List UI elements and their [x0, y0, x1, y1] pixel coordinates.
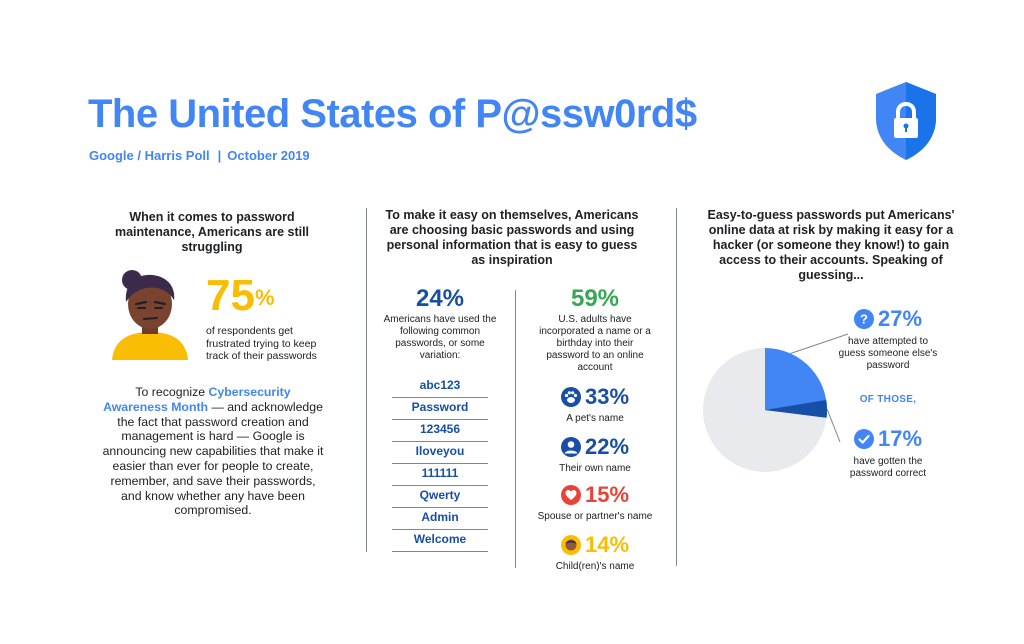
- guessed-correct-label: have gotten the password correct: [849, 456, 927, 479]
- struggling-heading: When it comes to password maintenance, Americans are still struggling: [114, 210, 310, 254]
- date-label: October 2019: [227, 148, 310, 163]
- subtitle-separator: |: [217, 148, 222, 163]
- common-password-list: [392, 376, 488, 552]
- password-item: Qwerty: [392, 486, 488, 508]
- password-item: Password: [392, 398, 488, 420]
- svg-text:?: ?: [859, 311, 868, 327]
- column-divider-inner: [515, 290, 516, 568]
- attempted-guess-value: 27%: [877, 306, 923, 331]
- stat-59-description: U.S. adults have incorporated a name or a birthday into their password to an online account: [539, 314, 651, 373]
- child-icon: [561, 535, 581, 555]
- basic-passwords-heading: To make it easy on themselves, Americans are choosing basic passwords and using personal information that is easy to guess as inspiration: [385, 208, 639, 267]
- guessing-heading: Easy-to-guess passwords put Americans' online data at risk by making it easy for a hacker (or someone they know!) to gain access to their accounts. Speaking of guessing...: [707, 208, 955, 282]
- stat-75-percent: [206, 271, 275, 320]
- paragraph-rest: — and acknowledge the fact that password creation and management is hard — Google is announcing new capabilities that make it easier than ever for people to create, remember, and save their passwords, and know whether any have been compromised.: [102, 399, 324, 518]
- password-item: 123456: [392, 420, 488, 442]
- stat-75-value: 75: [206, 271, 255, 320]
- stat-guessed-correct: [838, 426, 938, 480]
- password-item: Admin: [392, 508, 488, 530]
- column-divider-2: [676, 208, 677, 566]
- stat-own-name: [535, 434, 655, 475]
- of-those-label: OF THOSE,: [859, 394, 917, 405]
- page-title: The United States of P@ssw0rd$: [88, 92, 697, 136]
- paw-icon: [561, 387, 581, 407]
- child-name-value: 14%: [584, 532, 630, 557]
- cybersecurity-month-highlight: Cybersecurity Awareness Month: [103, 385, 291, 414]
- spouse-name-label: Spouse or partner's name: [537, 511, 653, 522]
- heart-icon: [561, 485, 581, 505]
- source-label: Google / Harris Poll: [89, 148, 210, 163]
- question-icon: [854, 309, 874, 329]
- password-item: 111111: [392, 464, 488, 486]
- stat-pet-name: [535, 384, 655, 425]
- stat-attempted-guess: [838, 306, 938, 372]
- spouse-name-value: 15%: [584, 482, 630, 507]
- pet-name-value: 33%: [584, 384, 630, 409]
- frustrated-woman-illustration: [108, 268, 192, 360]
- own-name-value: 22%: [584, 434, 630, 459]
- stat-24-description: Americans have used the following common passwords, or some variation:: [383, 314, 497, 361]
- pet-name-label: A pet's name: [566, 413, 624, 424]
- shield-lock-icon: [872, 80, 940, 162]
- guessed-correct-value: 17%: [877, 426, 923, 451]
- stat-spouse-name: [535, 482, 655, 523]
- stat-75-unit: %: [254, 285, 275, 310]
- password-item: abc123: [392, 376, 488, 398]
- cybersecurity-paragraph: [102, 385, 324, 518]
- paragraph-intro: To recognize: [135, 385, 209, 399]
- page-subtitle: [89, 148, 310, 163]
- attempted-guess-label: have attempted to guess someone else's password: [838, 336, 938, 371]
- password-item: Iloveyou: [392, 442, 488, 464]
- child-name-label: Child(ren)'s name: [555, 561, 635, 572]
- own-name-label: Their own name: [559, 463, 631, 474]
- check-icon: [854, 429, 874, 449]
- column-divider-1: [366, 208, 367, 552]
- stat-75-description: of respondents get frustrated trying to keep track of their passwords: [206, 325, 317, 362]
- password-item: Welcome: [392, 530, 488, 552]
- stat-24-percent: 24%: [415, 285, 465, 312]
- stat-59-percent: 59%: [570, 285, 620, 312]
- person-icon: [561, 437, 581, 457]
- stat-child-name: [535, 532, 655, 573]
